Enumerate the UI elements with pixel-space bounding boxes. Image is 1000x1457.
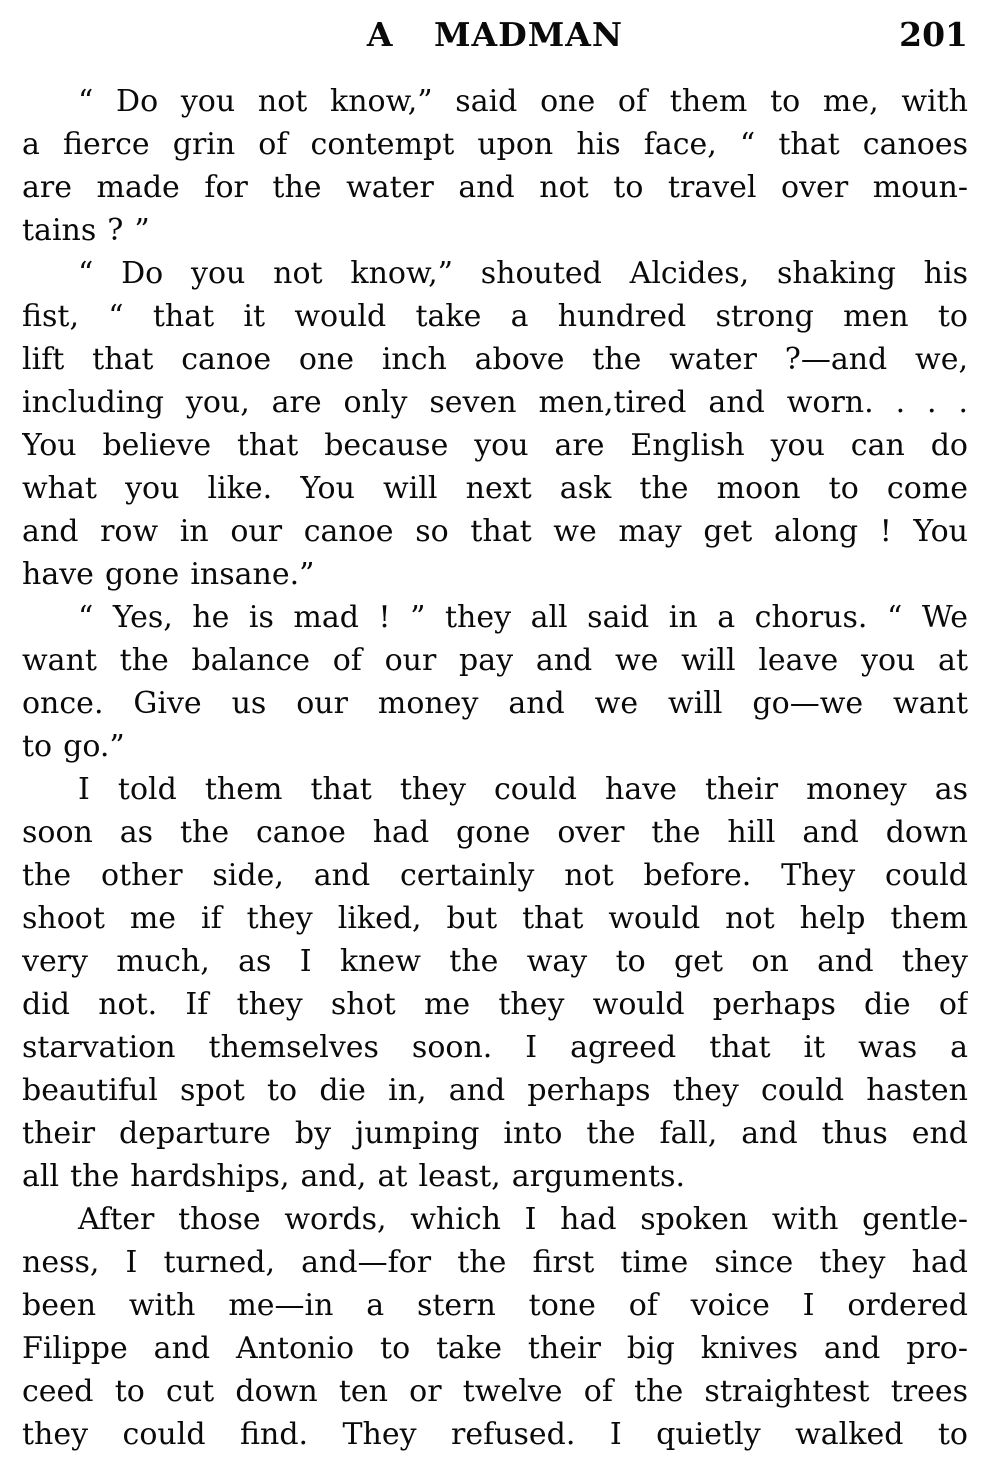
text-line: their departure by jumping into the fall, and thus end bbox=[22, 1116, 968, 1151]
text-line: tains ? ” bbox=[22, 213, 150, 248]
text-line: beautiful spot to die in, and perhaps they could hasten bbox=[22, 1073, 968, 1108]
text-line: want the balance of our pay and we will leave you at bbox=[22, 643, 968, 678]
text-line: did not. If they shot me they would perhaps die of bbox=[22, 987, 968, 1022]
page-number: 201 bbox=[899, 15, 968, 54]
text-line: to go.” bbox=[22, 729, 125, 764]
running-head bbox=[22, 16, 968, 56]
text-line: have gone insane.” bbox=[22, 557, 315, 592]
text-line: fist, “ that it would take a hundred strong men to bbox=[22, 299, 968, 334]
paragraph bbox=[22, 252, 968, 596]
text-line: the other side, and certainly not before. They could bbox=[22, 858, 968, 893]
page-title: A MADMAN bbox=[366, 15, 624, 54]
text-line: lift that canoe one inch above the water ?—and we, bbox=[22, 342, 968, 377]
text-line: You believe that because you are English you can do bbox=[22, 428, 968, 463]
text-line: what you like. You will next ask the moon to come bbox=[22, 471, 968, 506]
text-line: very much, as I knew the way to get on and they bbox=[22, 944, 968, 979]
text-line: After those words, which I had spoken with gentle- bbox=[78, 1202, 968, 1237]
text-line: Filippe and Antonio to take their big knives and pro- bbox=[22, 1331, 968, 1366]
page-body bbox=[22, 80, 968, 1456]
text-line: once. Give us our money and we will go—we want bbox=[22, 686, 968, 721]
text-line: and row in our canoe so that we may get along ! You bbox=[22, 514, 968, 549]
text-line: a fierce grin of contempt upon his face, “ that canoes bbox=[22, 127, 968, 162]
text-line: “ Do you not know,” said one of them to me, with bbox=[78, 84, 968, 119]
paragraph bbox=[22, 596, 968, 768]
paragraph bbox=[22, 1198, 968, 1456]
paragraph bbox=[22, 80, 968, 252]
text-line: ness, I turned, and—for the first time since they had bbox=[22, 1245, 968, 1280]
paragraph bbox=[22, 768, 968, 1198]
text-line: soon as the canoe had gone over the hill and down bbox=[22, 815, 968, 850]
text-line: are made for the water and not to travel over moun- bbox=[22, 170, 968, 205]
text-line: ceed to cut down ten or twelve of the straightest trees bbox=[22, 1374, 968, 1409]
text-line: been with me—in a stern tone of voice I ordered bbox=[22, 1288, 968, 1323]
text-line: “ Do you not know,” shouted Alcides, shaking his bbox=[78, 256, 968, 291]
text-line: “ Yes, he is mad ! ” they all said in a chorus. “ We bbox=[78, 600, 968, 635]
text-line: starvation themselves soon. I agreed that it was a bbox=[22, 1030, 968, 1065]
text-line: all the hardships, and, at least, arguments. bbox=[22, 1159, 685, 1194]
text-line: including you, are only seven men,tired and worn. . . . bbox=[22, 385, 968, 420]
text-line: I told them that they could have their money as bbox=[78, 772, 968, 807]
text-line: they could find. They refused. I quietly walked to bbox=[22, 1417, 968, 1452]
text-line: shoot me if they liked, but that would not help them bbox=[22, 901, 968, 936]
